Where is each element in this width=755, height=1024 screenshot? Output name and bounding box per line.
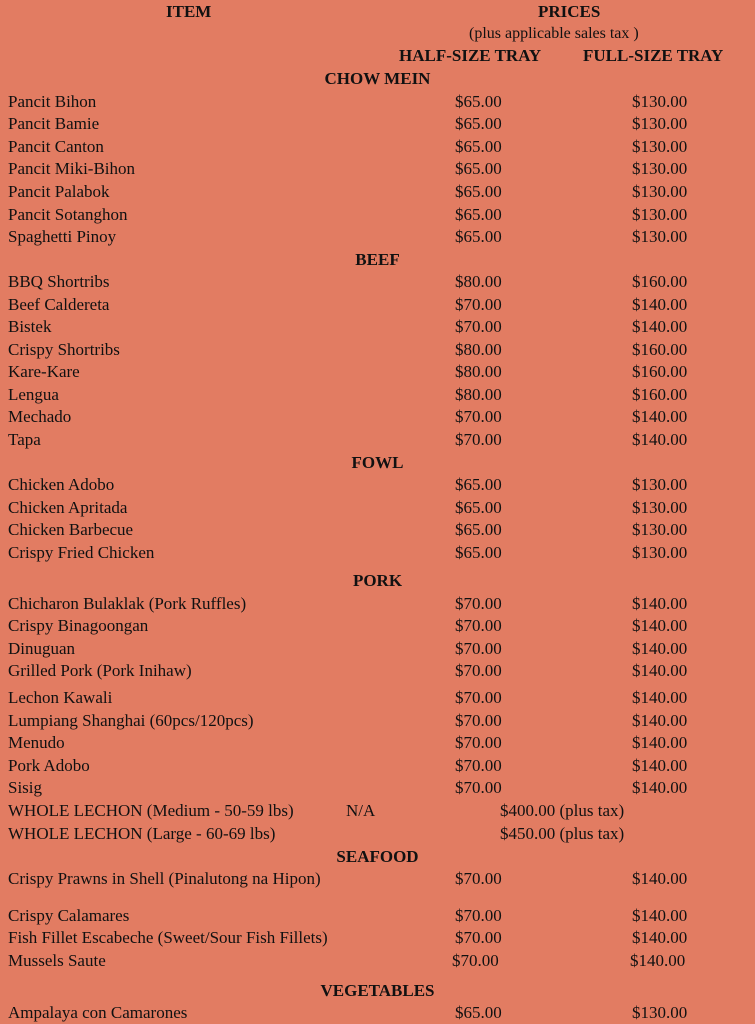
full-price: $160.00 bbox=[632, 362, 688, 381]
half-price: $65.00 bbox=[455, 159, 502, 178]
item-name: Pancit Bamie bbox=[8, 114, 100, 133]
item-name: Chicken Barbecue bbox=[8, 520, 134, 539]
item-name: Pancit Palabok bbox=[8, 182, 110, 201]
half-price: $70.00 bbox=[455, 869, 502, 888]
full-size-header: FULL-SIZE TRAY bbox=[583, 46, 724, 65]
half-price: $70.00 bbox=[455, 295, 502, 314]
whole-lechon-price: $450.00 (plus tax) bbox=[500, 824, 625, 843]
whole-lechon-name: WHOLE LECHON (Large - 60-69 lbs) bbox=[8, 824, 276, 843]
half-price: $65.00 bbox=[455, 227, 502, 246]
full-price: $130.00 bbox=[632, 475, 688, 494]
half-price: $80.00 bbox=[455, 340, 502, 359]
half-price: $70.00 bbox=[455, 756, 502, 775]
full-price: $140.00 bbox=[632, 639, 688, 658]
half-size-header: HALF-SIZE TRAY bbox=[399, 46, 542, 65]
full-price: $130.00 bbox=[632, 137, 688, 156]
half-price: $80.00 bbox=[455, 362, 502, 381]
whole-lechon-name: WHOLE LECHON (Medium - 50-59 lbs) bbox=[8, 801, 294, 820]
full-price: $130.00 bbox=[632, 498, 688, 517]
full-price: $140.00 bbox=[630, 951, 686, 970]
full-price: $160.00 bbox=[632, 340, 688, 359]
item-name: Mechado bbox=[8, 407, 72, 426]
full-price: $140.00 bbox=[632, 594, 688, 613]
section-title-beef: BEEF bbox=[355, 250, 400, 269]
half-price: $70.00 bbox=[455, 407, 502, 426]
item-name: Tapa bbox=[8, 430, 41, 449]
half-price: $70.00 bbox=[455, 430, 502, 449]
whole-lechon-price: $400.00 (plus tax) bbox=[500, 801, 625, 820]
full-price: $130.00 bbox=[632, 205, 688, 224]
half-price: $70.00 bbox=[455, 594, 502, 613]
section-title-pork: PORK bbox=[352, 571, 403, 590]
full-price: $130.00 bbox=[632, 543, 688, 562]
full-price: $140.00 bbox=[632, 711, 688, 730]
full-price: $130.00 bbox=[632, 159, 688, 178]
full-price: $140.00 bbox=[632, 407, 688, 426]
prices-header: PRICES bbox=[538, 2, 601, 21]
item-name: Lumpiang Shanghai (60pcs/120pcs) bbox=[8, 711, 254, 730]
item-name: Grilled Pork (Pork Inihaw) bbox=[8, 661, 192, 680]
half-price: $65.00 bbox=[455, 520, 502, 539]
half-price: $80.00 bbox=[455, 385, 502, 404]
half-price: $65.00 bbox=[455, 475, 502, 494]
tax-note: (plus applicable sales tax ) bbox=[469, 25, 639, 42]
half-price: $70.00 bbox=[455, 928, 502, 947]
section-title-vegetables: VEGETABLES bbox=[320, 981, 435, 1000]
item-name: Pancit Bihon bbox=[8, 92, 97, 111]
item-name: Pancit Sotanghon bbox=[8, 205, 128, 224]
full-price: $140.00 bbox=[632, 295, 688, 314]
half-price: $70.00 bbox=[455, 733, 502, 752]
half-price: $70.00 bbox=[455, 639, 502, 658]
item-name: Chicharon Bulaklak (Pork Ruffles) bbox=[8, 594, 247, 613]
half-price: $65.00 bbox=[455, 205, 502, 224]
full-price: $130.00 bbox=[632, 114, 688, 133]
half-price: $65.00 bbox=[455, 114, 502, 133]
half-price: $65.00 bbox=[455, 182, 502, 201]
item-name: Crispy Shortribs bbox=[8, 340, 120, 359]
full-price: $140.00 bbox=[632, 688, 688, 707]
item-name: Beef Caldereta bbox=[8, 295, 110, 314]
full-price: $140.00 bbox=[632, 616, 688, 635]
item-name: Menudo bbox=[8, 733, 65, 752]
item-name: Crispy Binagoongan bbox=[8, 616, 149, 635]
item-name: Crispy Calamares bbox=[8, 906, 130, 925]
availability-label: N/A bbox=[346, 801, 376, 820]
full-price: $140.00 bbox=[632, 661, 688, 680]
item-name: Sisig bbox=[8, 778, 43, 797]
section-title-chow-mein: CHOW MEIN bbox=[324, 69, 431, 88]
half-price: $70.00 bbox=[452, 951, 499, 970]
full-price: $140.00 bbox=[632, 906, 688, 925]
full-price: $130.00 bbox=[632, 92, 688, 111]
full-price: $140.00 bbox=[632, 317, 688, 336]
item-name: Pancit Canton bbox=[8, 137, 104, 156]
section-title-fowl: FOWL bbox=[351, 453, 404, 472]
item-name: Spaghetti Pinoy bbox=[8, 227, 117, 246]
item-name: Crispy Prawns in Shell (Pinalutong na Hipon) bbox=[8, 869, 321, 888]
item-name: Crispy Fried Chicken bbox=[8, 543, 155, 562]
full-price: $140.00 bbox=[632, 756, 688, 775]
half-price: $65.00 bbox=[455, 498, 502, 517]
full-price: $140.00 bbox=[632, 928, 688, 947]
item-name: Lechon Kawali bbox=[8, 688, 113, 707]
item-name: Pork Adobo bbox=[8, 756, 90, 775]
half-price: $70.00 bbox=[455, 661, 502, 680]
item-name: Chicken Adobo bbox=[8, 475, 115, 494]
section-title-seafood: SEAFOOD bbox=[336, 847, 419, 866]
half-price: $70.00 bbox=[455, 778, 502, 797]
half-price: $80.00 bbox=[455, 272, 502, 291]
half-price: $65.00 bbox=[455, 92, 502, 111]
full-price: $130.00 bbox=[632, 1003, 688, 1022]
half-price: $70.00 bbox=[455, 688, 502, 707]
full-price: $140.00 bbox=[632, 733, 688, 752]
item-name: Fish Fillet Escabeche (Sweet/Sour Fish Fillets) bbox=[8, 928, 328, 947]
half-price: $70.00 bbox=[455, 616, 502, 635]
half-price: $70.00 bbox=[455, 711, 502, 730]
half-price: $65.00 bbox=[455, 137, 502, 156]
item-name: Kare-Kare bbox=[8, 362, 80, 381]
item-name: Dinuguan bbox=[8, 639, 76, 658]
half-price: $70.00 bbox=[455, 906, 502, 925]
full-price: $160.00 bbox=[632, 385, 688, 404]
full-price: $140.00 bbox=[632, 778, 688, 797]
full-price: $140.00 bbox=[632, 869, 688, 888]
full-price: $140.00 bbox=[632, 430, 688, 449]
item-name: Chicken Apritada bbox=[8, 498, 128, 517]
half-price: $65.00 bbox=[455, 543, 502, 562]
half-price: $65.00 bbox=[455, 1003, 502, 1022]
item-name: Pancit Miki-Bihon bbox=[8, 159, 136, 178]
item-name: Lengua bbox=[8, 385, 59, 404]
item-column-header: ITEM bbox=[166, 2, 212, 21]
full-price: $130.00 bbox=[632, 182, 688, 201]
item-name: Mussels Saute bbox=[8, 951, 106, 970]
full-price: $130.00 bbox=[632, 520, 688, 539]
full-price: $130.00 bbox=[632, 227, 688, 246]
full-price: $160.00 bbox=[632, 272, 688, 291]
item-name: Bistek bbox=[8, 317, 52, 336]
item-name: BBQ Shortribs bbox=[8, 272, 110, 291]
half-price: $70.00 bbox=[455, 317, 502, 336]
item-name: Ampalaya con Camarones bbox=[8, 1003, 188, 1022]
